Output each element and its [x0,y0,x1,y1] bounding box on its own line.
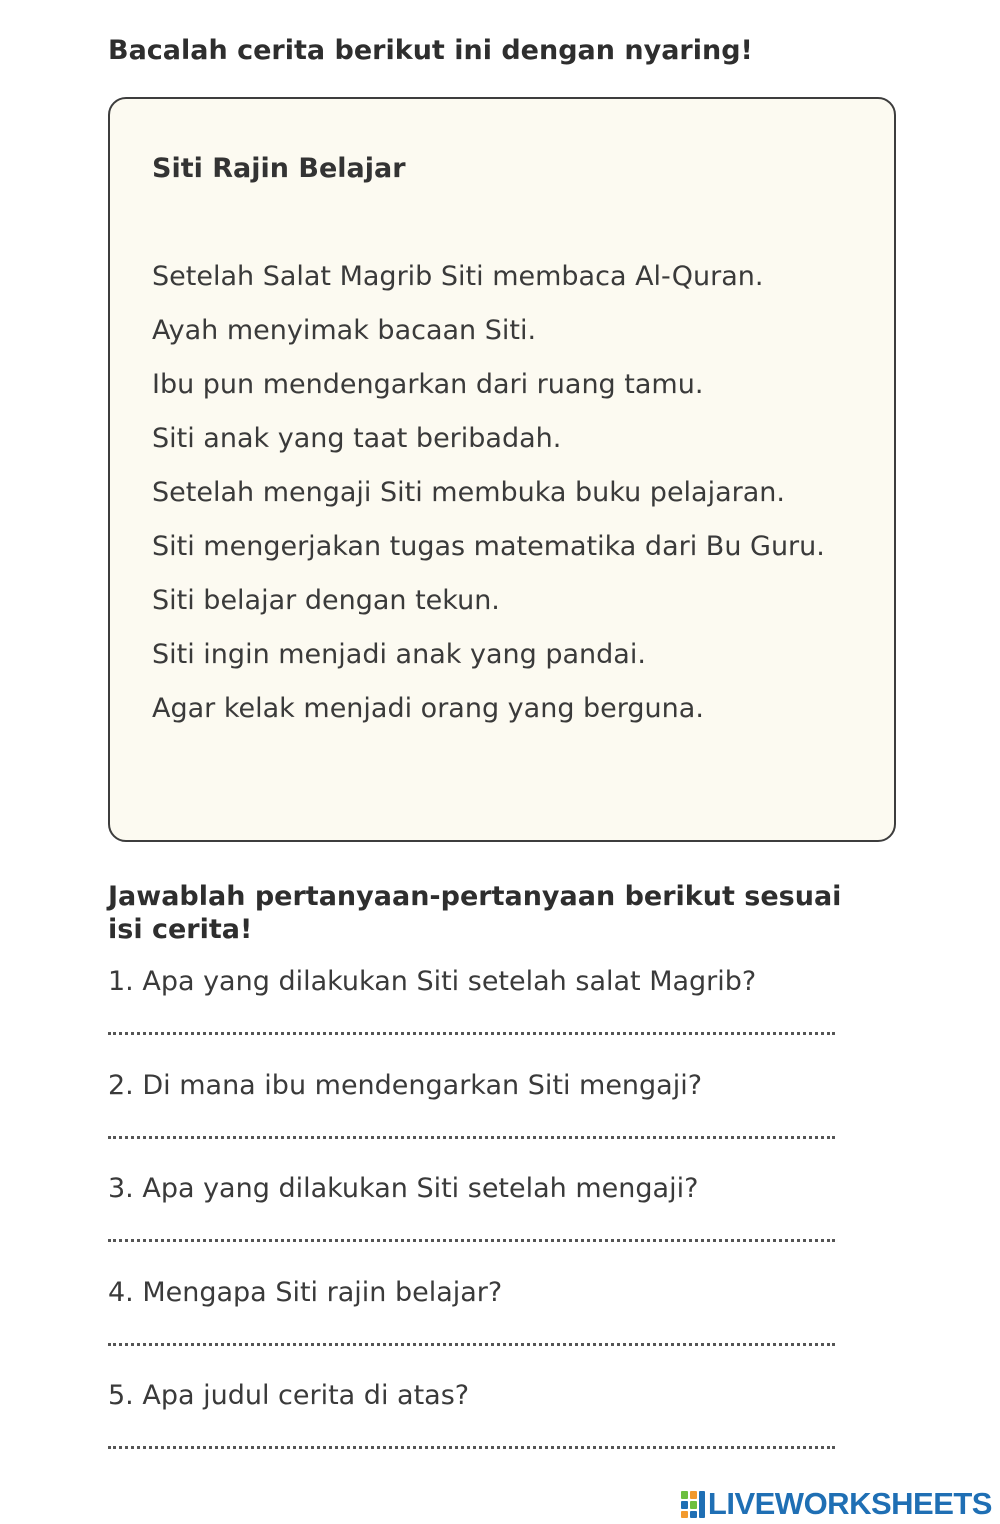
question-text: 5. Apa judul cerita di atas? [108,1380,470,1411]
question-item [108,1066,838,1170]
story-line: Ayah menyimak bacaan Siti. [152,315,537,346]
story-lines [152,259,832,745]
story-line: Ibu pun mendengarkan dari ruang tamu. [152,369,704,400]
story-line: Setelah mengaji Siti membuka buku pelajaran. [152,477,785,508]
answer-field-1[interactable] [108,1032,835,1035]
answer-field-4[interactable] [108,1343,835,1346]
story-line: Agar kelak menjadi orang yang berguna. [152,693,704,724]
read-instruction: Bacalah cerita berikut ini dengan nyaring! [108,35,753,66]
question-item [108,1169,838,1273]
worksheet-logo-icon [680,1489,706,1519]
question-text: 4. Mengapa Siti rajin belajar? [108,1276,503,1308]
question-text: 1. Apa yang dilakukan Siti setelah salat Magrib? [108,966,757,997]
question-item [108,1273,838,1377]
logo-text: LIVEWORKSHEETS [707,1486,992,1521]
answer-field-2[interactable] [108,1136,835,1139]
story-title: Siti Rajin Belajar [152,153,406,184]
question-item [108,1376,838,1480]
story-line: Siti ingin menjadi anak yang pandai. [152,639,646,670]
story-line: Siti mengerjakan tugas matematika dari Bu Guru. [152,531,825,562]
story-line: Siti anak yang taat beribadah. [152,423,562,454]
story-line: Siti belajar dengan tekun. [152,585,500,616]
liveworksheets-logo [680,1486,992,1522]
answer-field-3[interactable] [108,1239,835,1242]
question-text: 2. Di mana ibu mendengarkan Siti mengaji? [108,1069,703,1101]
question-item [108,962,838,1066]
story-box [108,97,896,842]
answer-field-5[interactable] [108,1446,835,1449]
question-list [108,962,838,1480]
story-line: Setelah Salat Magrib Siti membaca Al-Quran. [152,261,764,292]
question-text: 3. Apa yang dilakukan Siti setelah mengaji? [108,1173,699,1204]
answer-instruction: Jawablah pertanyaan-pertanyaan berikut sesuai isi cerita! [108,881,842,945]
